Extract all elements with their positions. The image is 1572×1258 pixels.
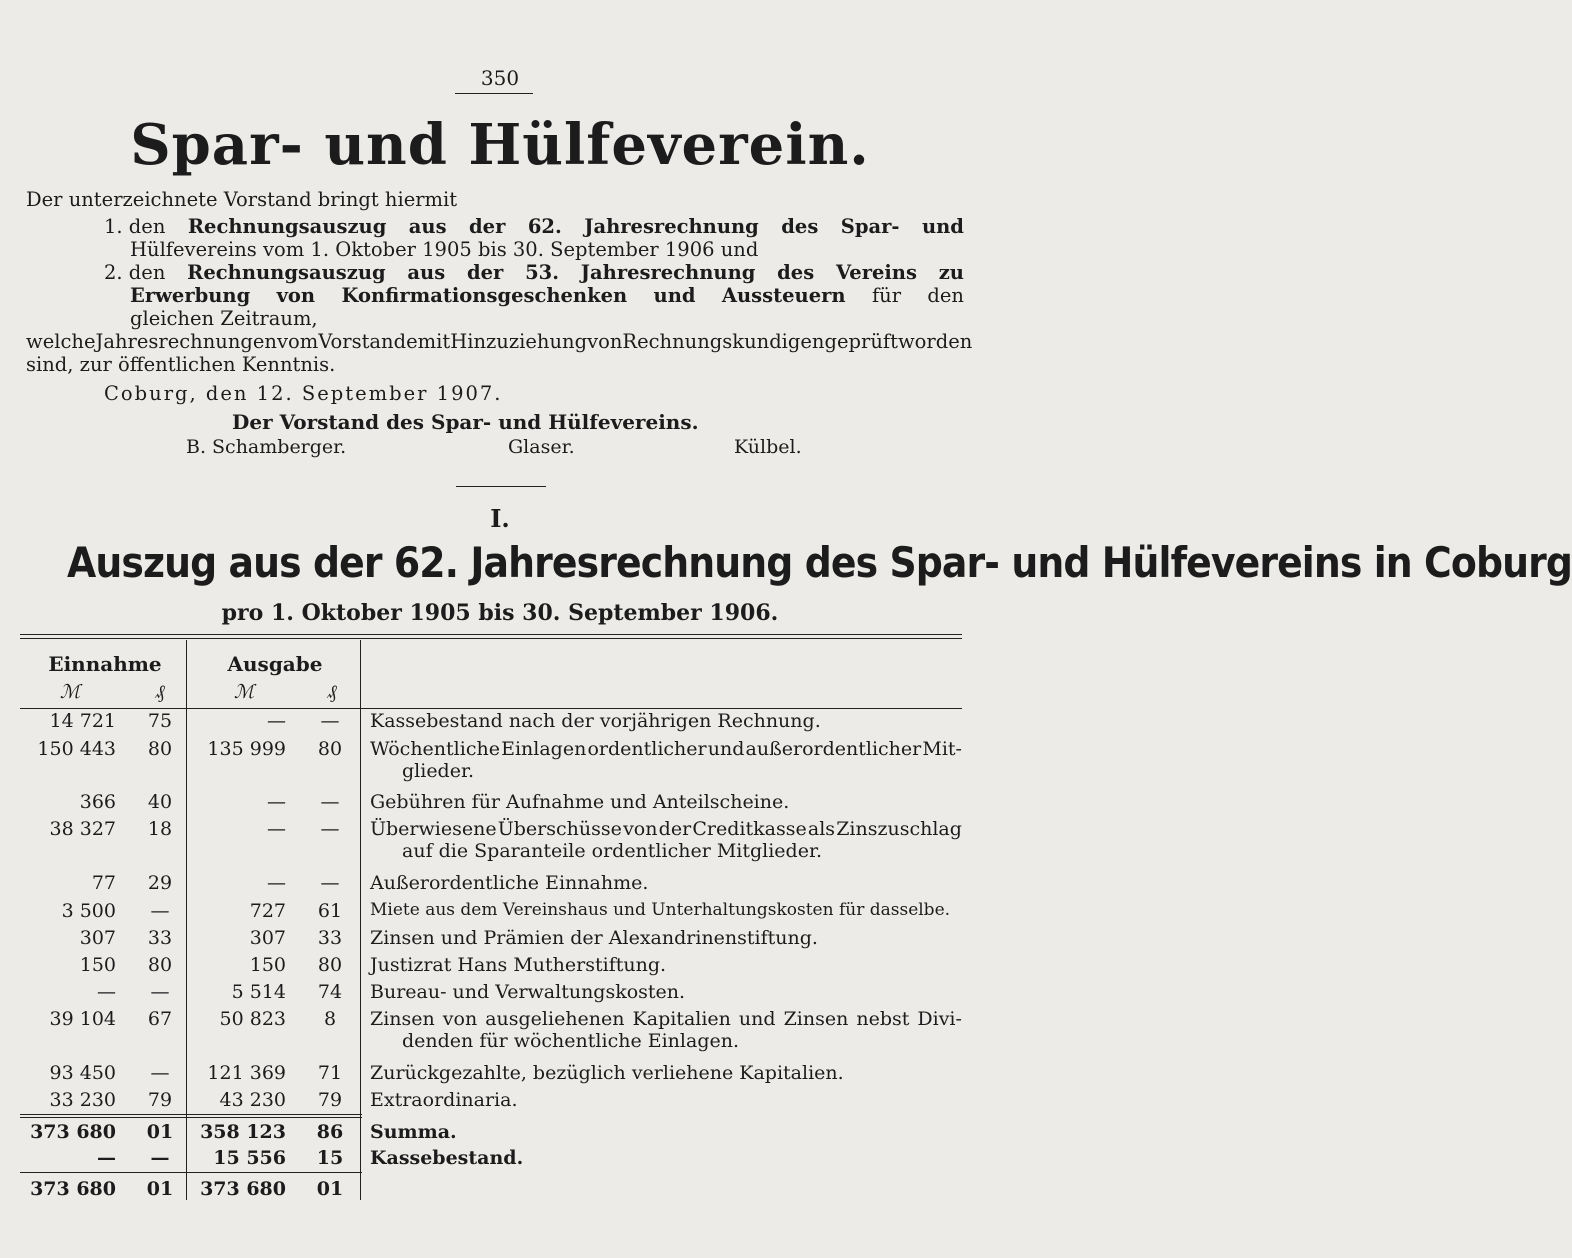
word: Vorstande	[318, 330, 418, 353]
income-pfennig: 80	[147, 954, 173, 976]
income-mark: 77	[91, 872, 116, 894]
word: außerordentlicher	[745, 738, 922, 760]
income-mark: 39 104	[49, 1008, 116, 1030]
income-pfennig: 75	[147, 710, 173, 732]
income-pfennig: 40	[147, 791, 173, 813]
income-mark: —	[97, 981, 116, 1003]
description-line-1	[370, 1008, 962, 1030]
income-pfennig: —	[150, 981, 170, 1003]
description-line-2: denden für wöchentliche Einlagen.	[402, 1030, 739, 1052]
cash-label: Kassebestand.	[370, 1147, 524, 1169]
item-2-line-3: gleichen Zeitraum,	[130, 307, 318, 330]
description-text: Justizrat Hans Mutherstiftung.	[370, 954, 667, 976]
expense-pfennig: 61	[317, 900, 343, 922]
period-subheading: pro 1. Oktober 1905 bis 30. September 1906.	[221, 600, 779, 626]
word: ordentlicher	[587, 738, 707, 760]
expense-pfennig: 79	[317, 1089, 343, 1111]
word: aus	[407, 261, 446, 284]
expense-pfennig: 8	[323, 1008, 337, 1030]
description-line-2: glieder.	[402, 760, 475, 782]
word: Jahresrechnungen	[95, 330, 277, 353]
word: und	[738, 1008, 776, 1030]
word: als	[807, 818, 836, 840]
word: 2. den	[104, 261, 166, 284]
description-line-1	[370, 738, 962, 760]
word: Zinszuschlag	[836, 818, 962, 840]
sum-label: Summa.	[370, 1121, 457, 1143]
table-top-rule-2	[20, 638, 962, 639]
word: Spar-	[840, 215, 900, 238]
unit-mark: ℳ	[59, 681, 81, 703]
word: von	[587, 330, 623, 353]
expense-pfennig: 71	[317, 1062, 343, 1084]
description-text: Kassebestand nach der vorjährigen Rechnung.	[370, 710, 821, 732]
unit-mark: ℳ	[233, 681, 255, 703]
item-2-line-1	[104, 261, 964, 284]
word: den	[927, 284, 964, 307]
expense-mark: —	[267, 710, 286, 732]
word: Jahresrechnung	[584, 215, 759, 238]
row-description	[370, 1008, 962, 1052]
income-mark: 150	[79, 954, 116, 976]
row-description	[370, 818, 962, 862]
column-divider	[186, 640, 187, 1200]
income-mark: 307	[79, 927, 116, 949]
sum-expense-pfennig: 86	[316, 1121, 344, 1143]
table-header-rule	[20, 708, 962, 709]
word: nebst	[856, 1008, 910, 1030]
word: des	[777, 261, 815, 284]
word: und	[707, 738, 745, 760]
word: worden	[897, 330, 973, 353]
expense-pfennig: 33	[317, 927, 343, 949]
income-mark: 366	[79, 791, 116, 813]
closing-line-2: sind, zur öffentlichen Kenntnis.	[26, 353, 336, 376]
description-text: Außerordentliche Einnahme.	[370, 872, 649, 894]
item-2-line-2	[130, 284, 964, 307]
expense-pfennig: 80	[317, 738, 343, 760]
unit-pfennig: ₰	[155, 681, 165, 703]
word: Überwiesene	[370, 818, 497, 840]
total-income-pfennig: 01	[146, 1178, 174, 1200]
description-text: Zurückgezahlte, bezüglich verliehene Kapitalien.	[370, 1062, 844, 1084]
header-income: Einnahme	[48, 652, 162, 676]
expense-mark: 121 369	[207, 1062, 286, 1084]
word: zu	[938, 261, 964, 284]
signature-3: Külbel.	[734, 436, 802, 458]
word: Divi-	[917, 1008, 962, 1030]
expense-mark: —	[267, 872, 286, 894]
expense-mark: 43 230	[219, 1089, 286, 1111]
word: vom	[276, 330, 319, 353]
sum-expense-mark: 358 123	[200, 1121, 286, 1143]
expense-pfennig: 74	[317, 981, 343, 1003]
income-mark: 150 443	[37, 738, 116, 760]
income-mark: 33 230	[49, 1089, 116, 1111]
expense-mark: 5 514	[231, 981, 286, 1003]
row-description	[370, 710, 962, 732]
total-expense-pfennig: 01	[316, 1178, 344, 1200]
intro-line: Der unterzeichnete Vorstand bringt hiermit	[26, 188, 458, 211]
description-text: Extraordinaria.	[370, 1089, 518, 1111]
row-description	[370, 791, 962, 813]
description-line-1	[370, 818, 962, 840]
word: Rechnungskundigen	[622, 330, 825, 353]
page-number-rule	[455, 93, 533, 94]
expense-mark: 135 999	[207, 738, 286, 760]
row-description	[370, 954, 962, 976]
item-1-line-2: Hülfevereins vom 1. Oktober 1905 bis 30. September 1906 und	[130, 238, 759, 261]
signature-2: Glaser.	[508, 436, 575, 458]
unit-pfennig: ₰	[327, 681, 337, 703]
page-title: Spar- und Hülfeverein.	[130, 112, 870, 178]
column-divider	[360, 640, 361, 1200]
word: der	[658, 818, 692, 840]
table-top-rule	[20, 634, 962, 635]
word: mit	[417, 330, 451, 353]
income-pfennig: 80	[147, 738, 173, 760]
row-description	[370, 981, 962, 1003]
board-name: Der Vorstand des Spar- und Hülfevereins.	[232, 410, 699, 434]
word: Hinzuziehung	[450, 330, 588, 353]
row-description	[370, 927, 962, 949]
expense-pfennig: —	[320, 818, 340, 840]
expense-pfennig: 80	[317, 954, 343, 976]
signature-1: B. Schamberger.	[186, 436, 347, 458]
word: Erwerbung	[130, 284, 251, 307]
expense-pfennig: —	[320, 791, 340, 813]
description-text: Gebühren für Aufnahme und Anteilscheine.	[370, 791, 790, 813]
cash-expense-mark: 15 556	[213, 1147, 286, 1169]
word: der	[466, 261, 504, 284]
income-mark: 14 721	[49, 710, 116, 732]
expense-mark: —	[267, 791, 286, 813]
expense-mark: 150	[249, 954, 286, 976]
expense-pfennig: —	[320, 872, 340, 894]
word: Mit-	[922, 738, 962, 760]
word: des	[781, 215, 819, 238]
header-expense: Ausgabe	[227, 652, 323, 676]
sum-income-mark: 373 680	[30, 1121, 116, 1143]
row-description	[370, 1089, 962, 1111]
sum-income-pfennig: 01	[146, 1121, 174, 1143]
word: der	[469, 215, 506, 238]
row-description	[370, 1062, 962, 1084]
word: 62.	[527, 215, 562, 238]
expense-mark: 307	[249, 927, 286, 949]
word: von	[623, 818, 658, 840]
section-heading: Auszug aus der 62. Jahresrechnung des Spar- und Hülfevereins in Coburg	[67, 538, 1572, 587]
word: und	[653, 284, 696, 307]
row-description	[370, 738, 962, 782]
row-description	[370, 872, 962, 894]
word: Kapitalien	[632, 1008, 731, 1030]
page-number: 350	[480, 66, 520, 90]
place-date: Coburg, den 12. September 1907.	[104, 382, 503, 405]
word: Einlagen	[501, 738, 587, 760]
expense-pfennig: —	[320, 710, 340, 732]
word: für	[871, 284, 902, 307]
word: 53.	[525, 261, 560, 284]
item-1-line-1	[104, 215, 964, 238]
word: Rechnungsauszug	[187, 215, 387, 238]
row-description	[370, 900, 962, 920]
sum-rule-2	[20, 1117, 362, 1118]
word: Überschüsse	[497, 818, 622, 840]
word: Jahresrechnung	[580, 261, 756, 284]
section-number: I.	[490, 504, 510, 533]
cash-income-mark: —	[97, 1147, 116, 1169]
word: Zinsen	[370, 1008, 435, 1030]
closing-line-1	[26, 330, 973, 353]
description-text: Miete aus dem Vereinshaus und Unterhaltungskosten für dasselbe.	[370, 900, 951, 920]
word: von	[276, 284, 316, 307]
total-rule	[20, 1172, 362, 1173]
word: welche	[26, 330, 96, 353]
income-pfennig: 33	[147, 927, 173, 949]
income-pfennig: —	[150, 1062, 170, 1084]
income-mark: 3 500	[61, 900, 116, 922]
word: aus	[408, 215, 447, 238]
income-mark: 93 450	[49, 1062, 116, 1084]
word: Aussteuern	[721, 284, 846, 307]
income-pfennig: —	[150, 900, 170, 922]
word: Konfirmationsgeschenken	[341, 284, 628, 307]
income-pfennig: 67	[147, 1008, 173, 1030]
total-income-mark: 373 680	[30, 1178, 116, 1200]
word: Vereins	[835, 261, 917, 284]
description-text: Bureau- und Verwaltungskosten.	[370, 981, 686, 1003]
word: Zinsen	[783, 1008, 849, 1030]
word: geprüft	[824, 330, 898, 353]
word: 1. den	[104, 215, 166, 238]
word: von	[442, 1008, 478, 1030]
income-pfennig: 29	[147, 872, 173, 894]
word: Creditkasse	[692, 818, 807, 840]
cash-expense-pfennig: 15	[316, 1147, 344, 1169]
expense-mark: 50 823	[219, 1008, 286, 1030]
expense-mark: —	[267, 818, 286, 840]
total-expense-mark: 373 680	[200, 1178, 286, 1200]
word: ausgeliehenen	[485, 1008, 625, 1030]
word: und	[921, 215, 964, 238]
income-mark: 38 327	[49, 818, 116, 840]
income-pfennig: 18	[147, 818, 173, 840]
word: Rechnungsauszug	[187, 261, 386, 284]
description-text: Zinsen und Prämien der Alexandrinenstiftung.	[370, 927, 818, 949]
description-line-2: auf die Sparanteile ordentlicher Mitglieder.	[402, 840, 822, 862]
word: Wöchentliche	[370, 738, 500, 760]
sum-rule	[20, 1114, 362, 1115]
expense-mark: 727	[249, 900, 286, 922]
section-separator	[456, 486, 546, 487]
income-pfennig: 79	[147, 1089, 173, 1111]
cash-income-pfennig: —	[150, 1147, 170, 1169]
